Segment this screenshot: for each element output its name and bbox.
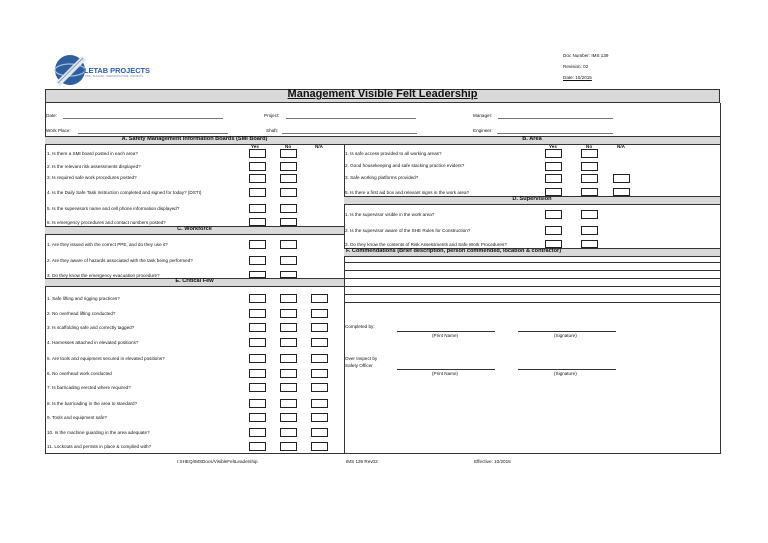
question-e8: 8. Is the barricading in the area to standard? — [47, 401, 138, 406]
checkbox-e1-yes[interactable] — [249, 294, 266, 303]
checkbox-c1-no[interactable] — [280, 240, 297, 249]
checkbox-b3-na[interactable] — [613, 174, 630, 183]
checkbox-e2-no[interactable] — [280, 309, 297, 318]
section-a-title: A. Safety Management Information Boards (SMI Board) — [121, 136, 268, 142]
logo-tagline: CIVIL · BUILDING · INFRASTRUCTURE · PROJECTS — [85, 75, 144, 78]
checkbox-b3-no[interactable] — [581, 174, 598, 183]
checkbox-e1-na[interactable] — [311, 294, 328, 303]
checkbox-e9-no[interactable] — [280, 413, 297, 422]
commendation-line-6[interactable] — [344, 302, 720, 303]
checkbox-a5-no[interactable] — [280, 204, 297, 213]
question-e1: 1. Safe lifting and rigging practices? — [47, 296, 120, 301]
commendation-line-1[interactable] — [344, 262, 720, 263]
engineer-label: Engineer: — [473, 128, 493, 133]
logo-text: LETAB PROJECTS — [84, 66, 150, 75]
col-no-left: No — [285, 144, 292, 149]
question-c3: 3. Do they know the emergency evacuation procedure? — [47, 273, 160, 278]
overinspect-print-name: (Print Name) — [432, 371, 459, 376]
checkbox-e3-no[interactable] — [280, 323, 297, 332]
completed-by-name-line[interactable] — [397, 331, 495, 332]
checkbox-a2-yes[interactable] — [249, 162, 266, 171]
question-a2: 2. Is the relevant risk assessments displayed? — [47, 164, 141, 169]
commendation-line-2[interactable] — [344, 270, 720, 271]
section-d-title: D. Supervision — [512, 196, 552, 202]
doc-date: Date: 10/2015 — [563, 75, 592, 80]
doc-revision: Revision: 02 — [563, 64, 589, 69]
overinspect-signature-line[interactable] — [518, 369, 616, 370]
question-e4: 4. Harnesses attached in elevated positions? — [47, 340, 139, 345]
checkbox-a6-no[interactable] — [280, 218, 297, 226]
checkbox-c3-yes[interactable] — [249, 271, 266, 278]
checkbox-a1-no[interactable] — [280, 149, 297, 158]
question-e7: 7. Is barricading erected where required? — [47, 385, 131, 390]
question-e2: 2. No overhead lifting conducted? — [47, 311, 116, 316]
completed-by-signature-line[interactable] — [518, 331, 616, 332]
shaft-field[interactable] — [282, 133, 417, 134]
footer-ref: IMS 139 Rev02 — [346, 459, 378, 464]
completed-by-print-name: (Print Name) — [432, 333, 459, 338]
checkbox-d1-no[interactable] — [581, 210, 598, 219]
col-no-right: No — [586, 144, 593, 149]
date-field[interactable] — [63, 118, 223, 119]
project-field[interactable] — [286, 118, 416, 119]
engineer-field[interactable] — [497, 133, 613, 134]
company-logo — [52, 52, 162, 88]
manager-label: Manager: — [473, 113, 493, 118]
checkbox-b1-no[interactable] — [581, 149, 598, 158]
checkbox-e4-na[interactable] — [311, 338, 328, 347]
frame-bottom — [45, 453, 721, 454]
question-a3: 3. Is required safe work procedures posted? — [47, 175, 137, 180]
checkbox-e11-no[interactable] — [280, 442, 297, 451]
checkbox-b3-yes[interactable] — [545, 174, 562, 183]
checkbox-b5-yes[interactable] — [545, 188, 562, 196]
checkbox-e7-no[interactable] — [280, 383, 297, 392]
question-b2: 2. Good housekeeping and safe stacking practice evident? — [345, 163, 465, 168]
manager-field[interactable] — [498, 118, 613, 119]
checkbox-b5-na[interactable] — [613, 188, 630, 196]
col-yes-left: Yes — [251, 144, 259, 149]
checkbox-e8-no[interactable] — [280, 399, 297, 408]
checkbox-e5-na[interactable] — [311, 354, 328, 363]
work-place-label: Work Place: — [46, 128, 71, 133]
checkbox-c3-no[interactable] — [280, 271, 297, 278]
question-a6: 6. Is emergency procedures and contact numbers posted? — [47, 220, 166, 225]
section-b-title: B. Area — [522, 136, 542, 142]
checkbox-d3-no[interactable] — [581, 240, 598, 248]
question-d3: 3. Do they know the contents of Risk Assessments and Safe Work Procedures? — [345, 242, 507, 247]
question-b1: 1. Is safe access provided to all working areas? — [345, 151, 442, 156]
checkbox-b2-no[interactable] — [581, 162, 598, 171]
checkbox-e3-yes[interactable] — [249, 323, 266, 332]
checkbox-d2-no[interactable] — [581, 226, 598, 235]
frame-right — [720, 103, 721, 454]
question-e6: 6. No overhead work conducted — [47, 371, 112, 376]
question-d1: 1. Is the supervisor visible in the work area? — [345, 212, 435, 217]
col-na-left: N/A — [315, 144, 323, 149]
question-a1: 1. Is there a SMI board posted in each area? — [47, 151, 138, 156]
question-d2: 2. Is the supervisor aware of the SHE Rules for Construction? — [345, 228, 471, 233]
date-label: Date: — [46, 113, 57, 118]
checkbox-b2-yes[interactable] — [545, 162, 562, 171]
checkbox-c2-no[interactable] — [280, 256, 297, 265]
question-e11: 11. Lockouts and permits in place & complied with? — [47, 444, 152, 449]
col-yes-right: Yes — [549, 144, 557, 149]
checkbox-a6-yes[interactable] — [249, 218, 266, 226]
checkbox-c2-yes[interactable] — [249, 256, 266, 265]
checkbox-e3-na[interactable] — [311, 323, 328, 332]
checkbox-e5-yes[interactable] — [249, 354, 266, 363]
footer-path: I:SHEQ/IMSDocs/VisibleFeltLeadership — [177, 459, 258, 464]
question-a4: 4. Is the Daily Safe Task Instruction completed and signed for today? (DSTI) — [47, 190, 202, 195]
completed-by-signature: (Signature) — [554, 333, 577, 338]
checkbox-e11-yes[interactable] — [249, 442, 266, 451]
checkbox-a4-yes[interactable] — [249, 188, 266, 197]
overinspect-label-1: Over Inspect by — [345, 356, 378, 361]
checkbox-a3-no[interactable] — [280, 174, 297, 183]
checkbox-d2-yes[interactable] — [545, 226, 562, 235]
page-title: Management Visible Felt Leadership — [287, 88, 478, 100]
checkbox-e8-na[interactable] — [311, 399, 328, 408]
checkbox-a4-no[interactable] — [280, 188, 297, 197]
checkbox-d3-yes[interactable] — [545, 240, 562, 248]
checkbox-e7-yes[interactable] — [249, 383, 266, 392]
checkbox-c1-yes[interactable] — [249, 240, 266, 249]
checkbox-a2-no[interactable] — [280, 162, 297, 171]
overinspect-label-2: Safety Officer — [345, 363, 373, 368]
checkbox-b5-no[interactable] — [581, 188, 598, 196]
checkbox-e10-yes[interactable] — [249, 428, 266, 437]
checkbox-e11-na[interactable] — [311, 442, 328, 451]
checkbox-e2-na[interactable] — [311, 309, 328, 318]
checkbox-a3-yes[interactable] — [249, 174, 266, 183]
commendation-line-5[interactable] — [344, 294, 720, 295]
checkbox-e4-no[interactable] — [280, 338, 297, 347]
checkbox-a1-yes[interactable] — [249, 149, 266, 158]
checkbox-b1-yes[interactable] — [545, 149, 562, 158]
checkbox-e10-no[interactable] — [280, 428, 297, 437]
completed-by-label: Completed by: — [345, 324, 375, 329]
checkbox-e4-yes[interactable] — [249, 338, 266, 347]
checkbox-e10-na[interactable] — [311, 428, 328, 437]
section-c-title: C. Workforce — [177, 226, 212, 232]
checkbox-e2-yes[interactable] — [249, 309, 266, 318]
question-a5: 5. Is the supervisors name and cell phone information displayed? — [47, 206, 180, 211]
section-e-title: E. Critical Few — [175, 278, 214, 284]
commendation-line-3[interactable] — [344, 278, 720, 279]
question-b5: 5. Is there a first aid box and relevant signs in the work area? — [345, 190, 470, 195]
checkbox-e6-yes[interactable] — [249, 369, 266, 378]
work-place-field[interactable] — [78, 133, 228, 134]
question-e3: 3. Is scaffolding safe and correctly tagged? — [47, 325, 135, 330]
footer-effective: Effective: 10/2015 — [474, 459, 511, 464]
checkbox-e6-no[interactable] — [280, 369, 297, 378]
col-na-right: N/A — [617, 144, 625, 149]
question-b3: 3. Safe working platforms provided? — [345, 175, 419, 180]
checkbox-e6-na[interactable] — [311, 369, 328, 378]
overinspect-signature: (Signature) — [554, 371, 577, 376]
checkbox-d1-yes[interactable] — [545, 210, 562, 219]
question-c2: 2. Are they aware of hazards associated with the task being performed? — [47, 258, 193, 263]
question-e9: 9. Tools and equipment safe? — [47, 415, 107, 420]
center-divider — [344, 136, 345, 454]
checkbox-e1-no[interactable] — [280, 294, 297, 303]
checkbox-a5-yes[interactable] — [249, 204, 266, 213]
question-e5: 5. Are tools and equipment secured in elevated positions? — [47, 356, 165, 361]
checkbox-e9-yes[interactable] — [249, 413, 266, 422]
commendation-line-4[interactable] — [344, 286, 720, 287]
checkbox-e7-na[interactable] — [311, 383, 328, 392]
shaft-label: Shaft: — [266, 128, 279, 133]
checkbox-e9-na[interactable] — [311, 413, 328, 422]
overinspect-name-line[interactable] — [397, 369, 495, 370]
doc-number: Doc Number: IMS 139 — [563, 53, 609, 58]
question-e10: 10. Is the machine guarding in the area adequate? — [47, 430, 150, 435]
project-label: Project: — [264, 113, 280, 118]
checkbox-e8-yes[interactable] — [249, 399, 266, 408]
checkbox-e5-no[interactable] — [280, 354, 297, 363]
question-c1: 1. Are they issued with the correct PPE, and do they use it? — [47, 242, 168, 247]
section-f-title: F. Commendations (Brief description, person commended, location & contractor) — [346, 248, 562, 254]
